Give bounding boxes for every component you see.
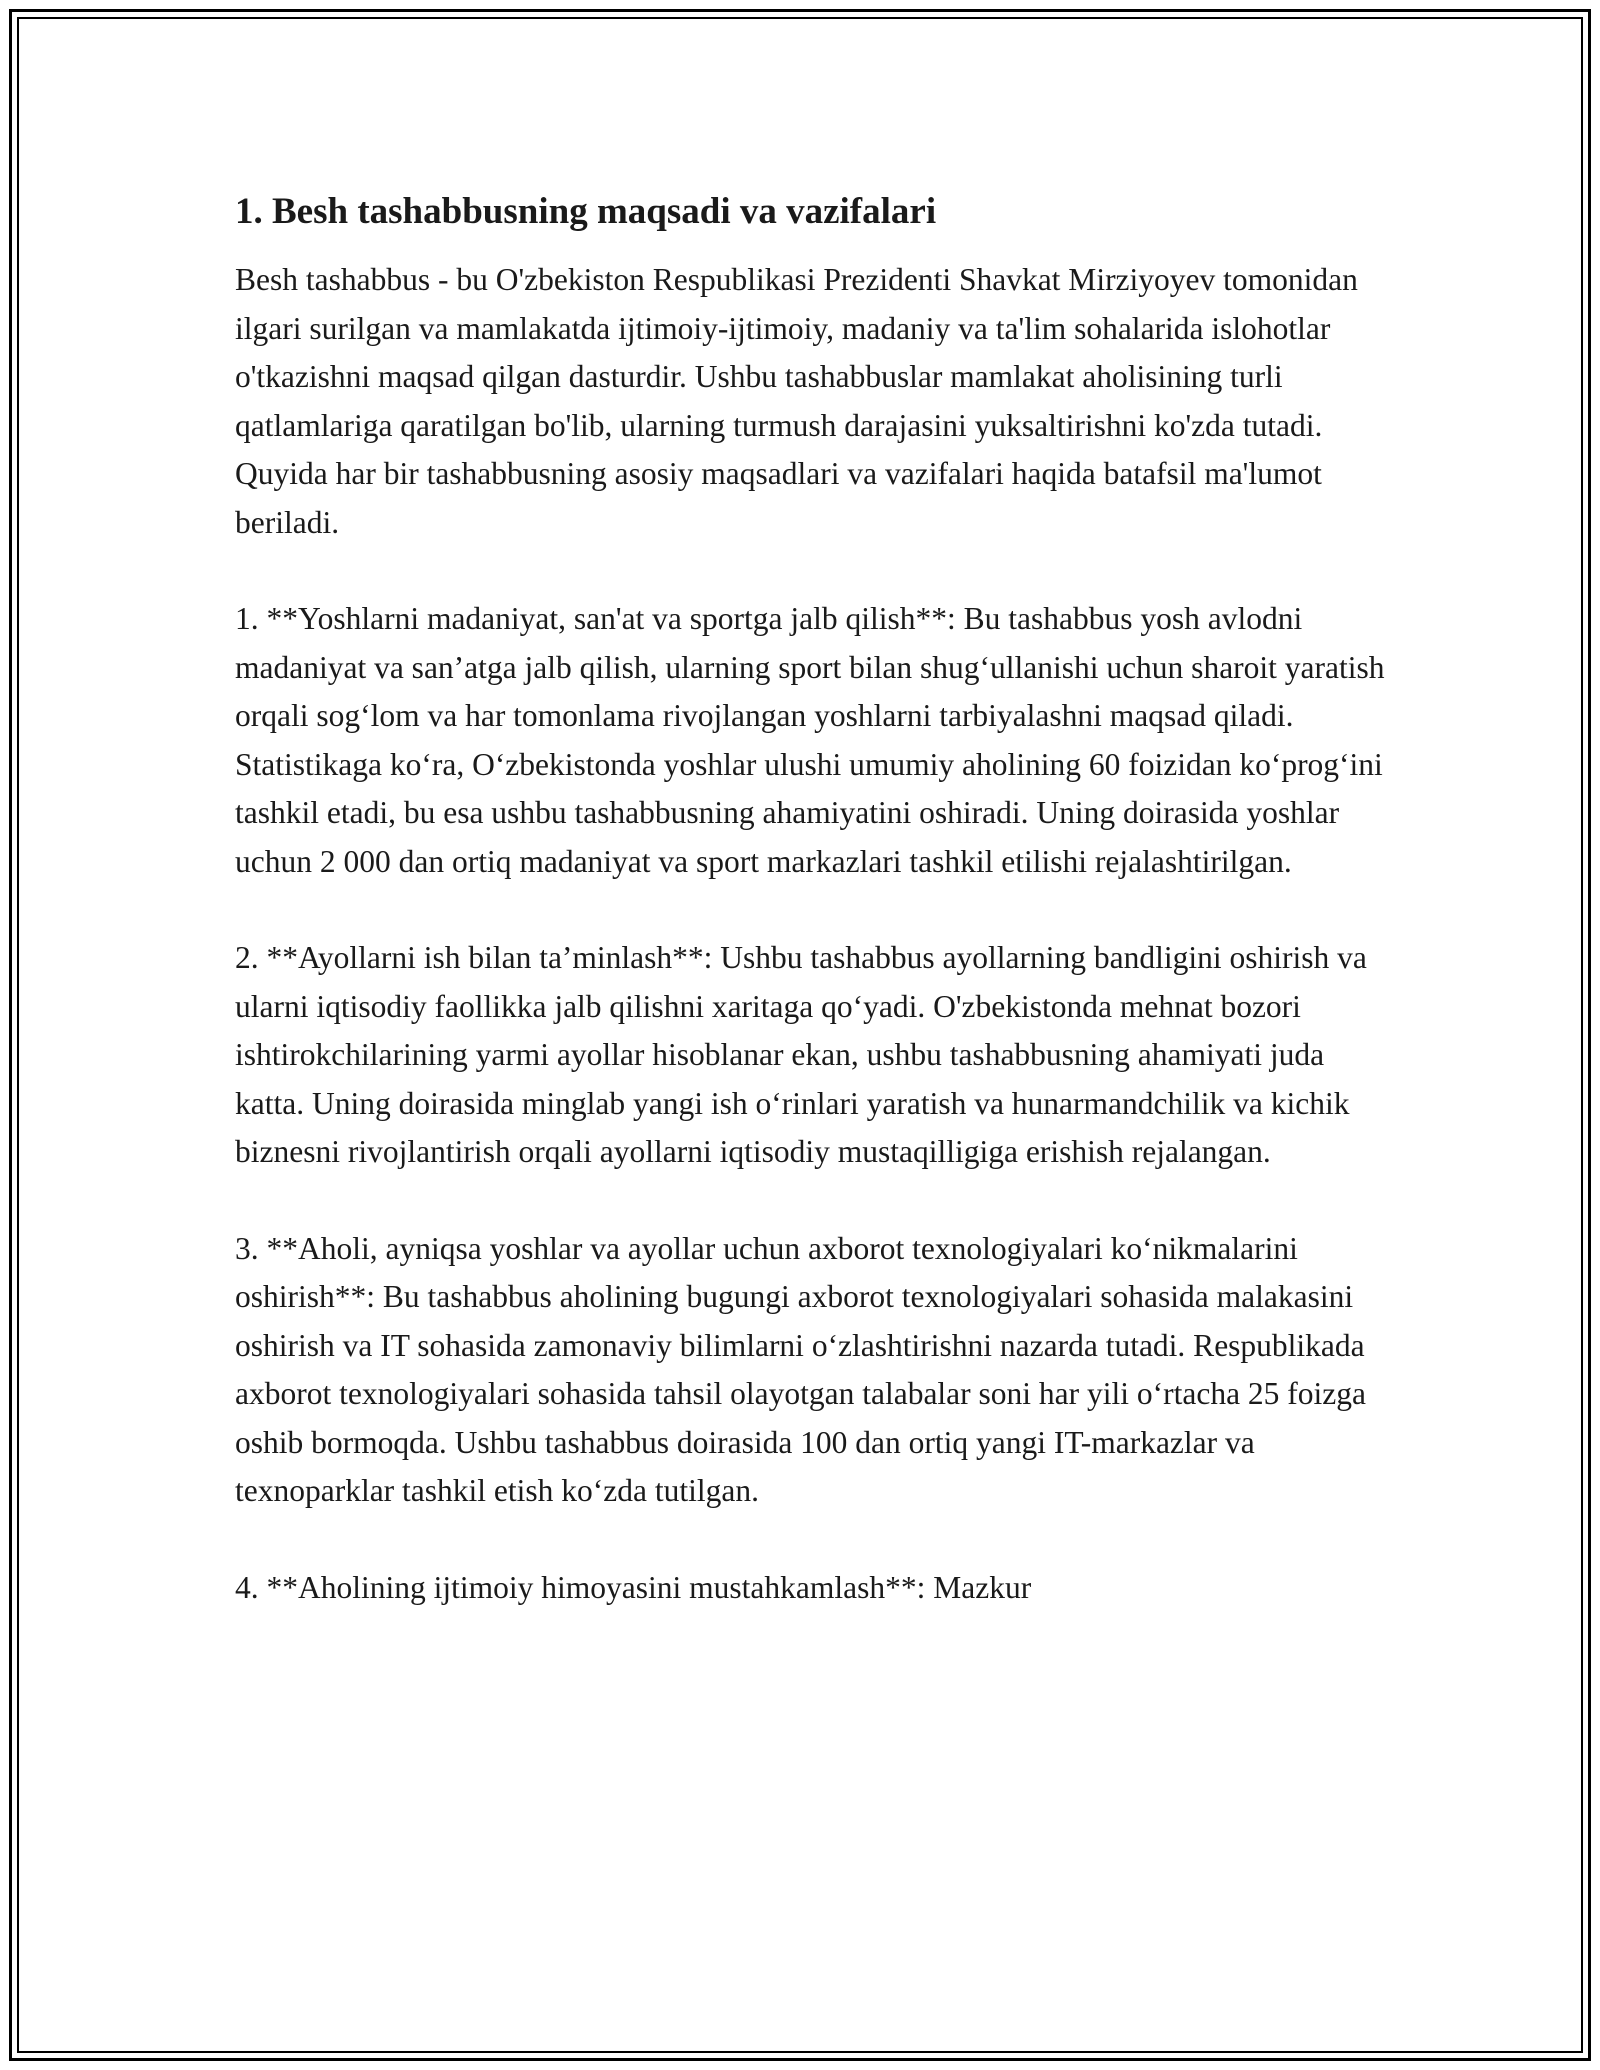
document-body xyxy=(235,186,1395,1660)
initiative-3-paragraph: 3. **Aholi, ayniqsa yoshlar va ayollar uchun axborot texnologiyalari ko‘nikmalarini oshirish**: Bu tashabbus aholining bugungi axborot texnologiyalari sohasida malakasini oshirish va IT sohasida zamonaviy bilimlarni o‘zlashtirishni nazarda tutadi. Respublikada axborot texnologiyalari sohasida tahsil olayotgan talabalar soni har yili o‘rtacha 25 foizga oshib bormoqda. Ushbu tashabbus doirasida 100 dan ortiq yangi IT-markazlar va texnoparklar tashkil etish ko‘zda tutilgan. xyxy=(235,1230,1367,1508)
document-title: 1. Besh tashabbusning maqsadi va vazifalari xyxy=(235,191,937,232)
intro-paragraph: Besh tashabbus - bu O'zbekiston Respublikasi Prezidenti Shavkat Mirziyoyev tomonidan ilgari surilgan va mamlakatda ijtimoiy-ijtimoiy, madaniy va ta'lim sohalarida islohotlar o'tkazishni maqsad qilgan dasturdir. Ushbu tashabbuslar mamlakat aholisining turli qatlamlariga qaratilgan bo'lib, ularning turmush darajasini yuksaltirishni ko'zda tutadi. Quyida har bir tashabbusning asosiy maqsadlari va vazifalari haqida batafsil ma'lumot beriladi. xyxy=(235,262,1358,540)
initiative-4-paragraph: 4. **Aholining ijtimoiy himoyasini mustahkamlash**: Mazkur xyxy=(235,1569,1032,1605)
initiative-1-paragraph: 1. **Yoshlarni madaniyat, san'at va sportga jalb qilish**: Bu tashabbus yosh avlodni madaniyat va san’atga jalb qilish, ularning sport bilan shug‘ullanishi uchun sharoit yaratish orqali sog‘lom va har tomonlama rivojlangan yoshlarni tarbiyalashni maqsad qiladi. Statistikaga ko‘ra, O‘zbekistonda yoshlar ulushi umumiy aholining 60 foizidan ko‘prog‘ini tashkil etadi, bu esa ushbu tashabbusning ahamiyatini oshiradi. Uning doirasida yoshlar uchun 2 000 dan ortiq madaniyat va sport markazlari tashkil etilishi rejalashtirilgan. xyxy=(235,601,1385,879)
initiative-2-paragraph: 2. **Ayollarni ish bilan ta’minlash**: Ushbu tashabbus ayollarning bandligini oshirish va ularni iqtisodiy faollikka jalb qilishni xaritaga qo‘yadi. O'zbekistonda mehnat bozori ishtirokchilarining yarmi ayollar hisoblanar ekan, ushbu tashabbusning ahamiyati juda katta. Uning doirasida minglab yangi ish o‘rinlari yaratish va hunarmandchilik va kichik biznesni rivojlantirish orqali ayollarni iqtisodiy mustaqilligiga erishish rejalangan. xyxy=(235,940,1367,1169)
